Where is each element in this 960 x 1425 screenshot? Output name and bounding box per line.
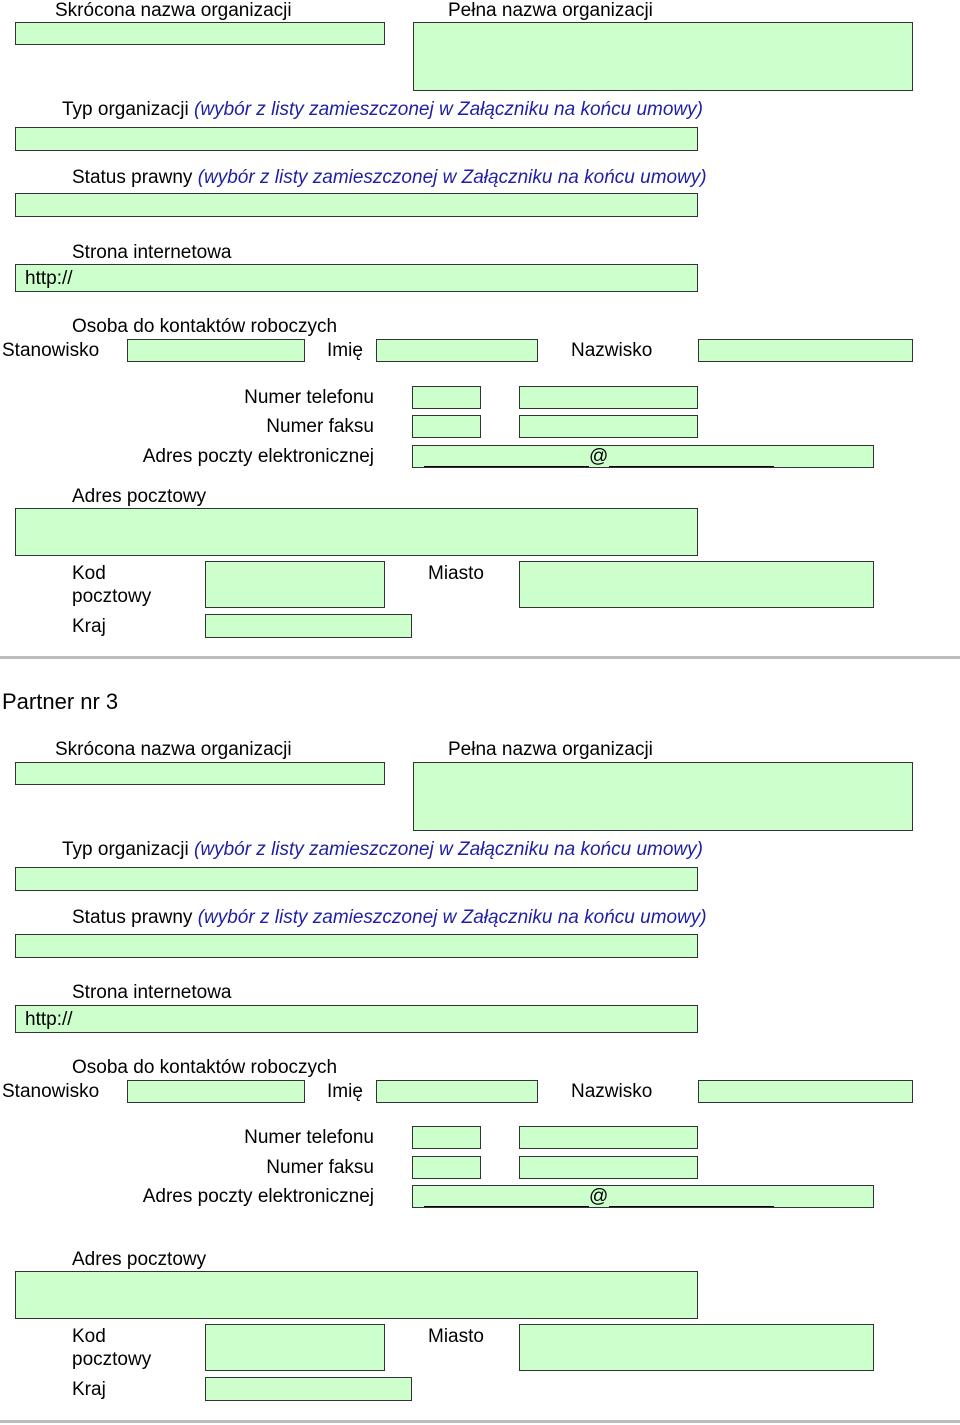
city-field[interactable] bbox=[519, 1324, 874, 1371]
fax-prefix-field[interactable] bbox=[412, 415, 481, 438]
postal-code-field[interactable] bbox=[205, 1324, 385, 1371]
position-label: Stanowisko bbox=[2, 1081, 100, 1102]
contact-person-label: Osoba do kontaktów roboczych bbox=[72, 316, 338, 337]
legal-status-field[interactable] bbox=[15, 934, 698, 958]
email-user-line bbox=[424, 1206, 589, 1207]
postal-code-field[interactable] bbox=[205, 561, 385, 608]
org-type-label: Typ organizacji (wybór z listy zamieszczonej w Załączniku na końcu umowy) bbox=[62, 839, 703, 860]
phone-prefix-field[interactable] bbox=[412, 386, 481, 409]
first-name-field[interactable] bbox=[376, 1080, 538, 1103]
city-label: Miasto bbox=[428, 1326, 484, 1347]
partner-title: Partner nr 3 bbox=[2, 689, 119, 714]
email-domain-line bbox=[609, 466, 774, 467]
city-label: Miasto bbox=[428, 563, 484, 584]
org-type-hint: (wybór z listy zamieszczonej w Załączniku na końcu umowy) bbox=[194, 99, 703, 120]
section-separator-bottom bbox=[0, 1420, 960, 1423]
website-label: Strona internetowa bbox=[72, 982, 232, 1003]
full-name-label: Pełna nazwa organizacji bbox=[448, 739, 653, 760]
email-at-sign: @ bbox=[589, 446, 609, 467]
email-at-sign: @ bbox=[589, 1186, 609, 1207]
fax-number-field[interactable] bbox=[519, 1156, 698, 1179]
phone-prefix-field[interactable] bbox=[412, 1126, 481, 1149]
phone-label: Numer telefonu bbox=[244, 387, 374, 408]
position-field[interactable] bbox=[127, 1080, 305, 1103]
short-name-label: Skrócona nazwa organizacji bbox=[55, 739, 292, 760]
last-name-field[interactable] bbox=[698, 339, 913, 362]
website-field[interactable] bbox=[15, 1005, 698, 1033]
first-name-field[interactable] bbox=[376, 339, 538, 362]
last-name-label: Nazwisko bbox=[571, 340, 653, 361]
position-field[interactable] bbox=[127, 339, 305, 362]
short-name-label: Skrócona nazwa organizacji bbox=[55, 0, 292, 21]
country-label: Kraj bbox=[72, 1379, 106, 1400]
last-name-label: Nazwisko bbox=[571, 1081, 653, 1102]
country-field[interactable] bbox=[205, 1377, 412, 1401]
org-type-hint: (wybór z listy zamieszczonej w Załączniku na końcu umowy) bbox=[194, 839, 703, 860]
org-type-label: Typ organizacji (wybór z listy zamieszczonej w Załączniku na końcu umowy) bbox=[62, 99, 703, 120]
full-name-field[interactable] bbox=[413, 762, 913, 831]
country-label: Kraj bbox=[72, 616, 106, 637]
contact-person-label: Osoba do kontaktów roboczych bbox=[72, 1057, 338, 1078]
org-type-field[interactable] bbox=[15, 867, 698, 891]
postal-address-label: Adres pocztowy bbox=[72, 486, 207, 507]
position-label: Stanowisko bbox=[2, 340, 100, 361]
short-name-field[interactable] bbox=[15, 22, 385, 45]
email-field[interactable] bbox=[412, 1185, 874, 1208]
city-field[interactable] bbox=[519, 561, 874, 608]
website-prefix: http:// bbox=[25, 268, 73, 289]
phone-number-field[interactable] bbox=[519, 1126, 698, 1149]
legal-status-hint: (wybór z listy zamieszczonej w Załączniku na końcu umowy) bbox=[197, 167, 707, 188]
section-separator bbox=[0, 656, 960, 659]
phone-label: Numer telefonu bbox=[244, 1127, 374, 1148]
phone-number-field[interactable] bbox=[519, 386, 698, 409]
fax-prefix-field[interactable] bbox=[412, 1156, 481, 1179]
email-label: Adres poczty elektronicznej bbox=[142, 446, 374, 467]
org-type-field[interactable] bbox=[15, 127, 698, 151]
postal-code-label: Kod bbox=[72, 563, 106, 584]
postal-address-label: Adres pocztowy bbox=[72, 1249, 207, 1270]
postal-code-label-line2: pocztowy bbox=[72, 1349, 152, 1370]
email-label: Adres poczty elektronicznej bbox=[142, 1186, 374, 1207]
short-name-field[interactable] bbox=[15, 762, 385, 785]
postal-code-label-line2: pocztowy bbox=[72, 586, 152, 607]
postal-code-label: Kod bbox=[72, 1326, 106, 1347]
first-name-label: Imię bbox=[327, 1081, 363, 1102]
website-prefix: http:// bbox=[25, 1009, 73, 1030]
postal-address-field[interactable] bbox=[15, 508, 698, 556]
fax-label: Numer faksu bbox=[266, 416, 374, 437]
last-name-field[interactable] bbox=[698, 1080, 913, 1103]
fax-label: Numer faksu bbox=[266, 1157, 374, 1178]
email-domain-line bbox=[609, 1206, 774, 1207]
full-name-field[interactable] bbox=[413, 22, 913, 91]
email-field[interactable] bbox=[412, 445, 874, 468]
legal-status-label: Status prawny (wybór z listy zamieszczonej w Załączniku na końcu umowy) bbox=[72, 907, 707, 928]
legal-status-label: Status prawny (wybór z listy zamieszczonej w Załączniku na końcu umowy) bbox=[72, 167, 707, 188]
fax-number-field[interactable] bbox=[519, 415, 698, 438]
country-field[interactable] bbox=[205, 614, 412, 638]
full-name-label: Pełna nazwa organizacji bbox=[448, 0, 653, 21]
legal-status-field[interactable] bbox=[15, 193, 698, 217]
website-field[interactable] bbox=[15, 264, 698, 292]
email-user-line bbox=[424, 466, 589, 467]
first-name-label: Imię bbox=[327, 340, 363, 361]
legal-status-hint: (wybór z listy zamieszczonej w Załączniku na końcu umowy) bbox=[197, 907, 707, 928]
website-label: Strona internetowa bbox=[72, 242, 232, 263]
postal-address-field[interactable] bbox=[15, 1271, 698, 1319]
